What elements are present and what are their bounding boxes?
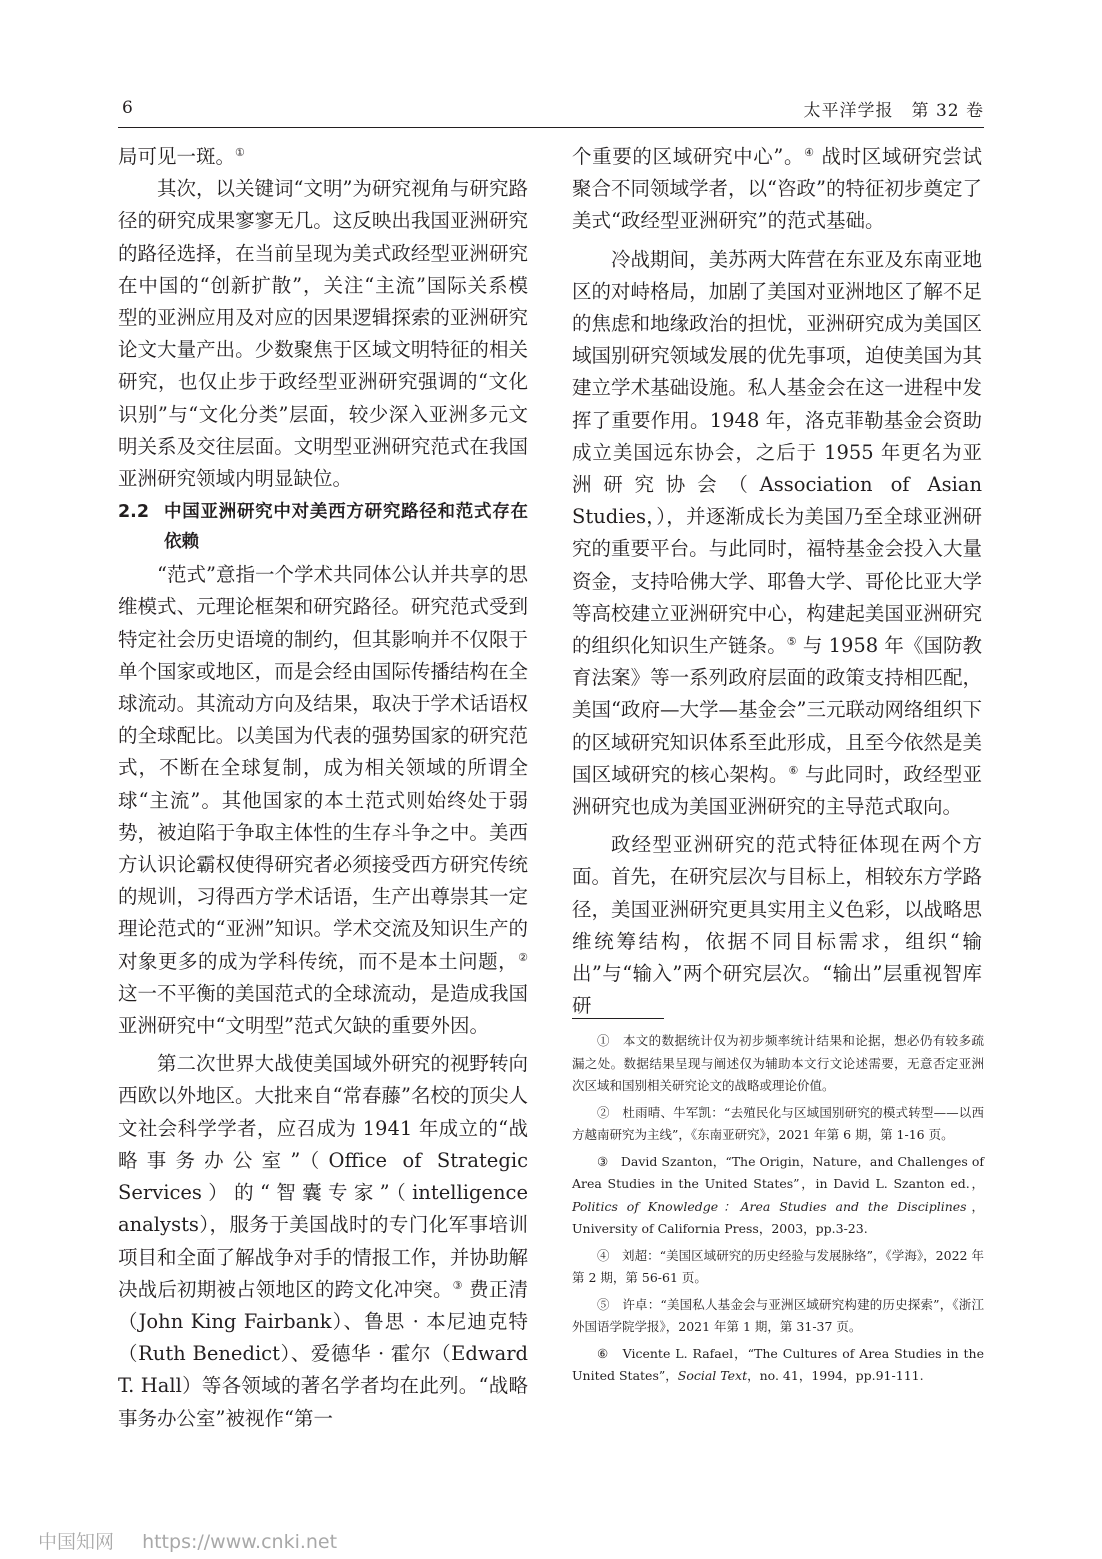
footnotes	[572, 1030, 984, 1392]
section-title: 中国亚洲研究中对美西方研究路径和范式存在依赖	[164, 502, 528, 553]
right-column	[572, 141, 982, 1022]
paragraph: 个重要的区域研究中心”。④ 战时区域研究尝试聚合不同领域学者，以“咨政”的特征初步奠定了美式“政经型亚洲研究”的范式基础。	[572, 145, 982, 233]
paragraph: 冷战期间，美苏两大阵营在东亚及东南亚地区的对峙格局，加剧了美国对亚洲地区了解不足的焦虑和地缘政治的担忧，亚洲研究成为美国区域国别研究领域发展的优先事项，迫使美国为其建立学术基础设施。私人基金会在这一进程中发挥了重要作用。1948 年，洛克菲勒基金会资助成立美国远东协会，之后于 1955 年更名为亚洲研究协会（Association of Asian Studies，），并逐渐成长为美国乃至全球亚洲研究的重要平台。与此同时，福特基金会投入大量资金，支持哈佛大学、耶鲁大学、哥伦比亚大学等高校建立亚洲研究中心，构建起美国亚洲研究的组织化知识生产链条。⑤ 与 1958 年《国防教育法案》等一系列政府层面的政策支持相匹配，美国“政府—大学—基金会”三元联动网络组织下的区域研究知识体系至此形成，且至今依然是美国区域研究的核心架构。⑥ 与此同时，政经型亚洲研究也成为美国亚洲研究的主导范式取向。	[572, 247, 982, 819]
footnote-ref[interactable]: ③	[452, 1278, 463, 1292]
footnote: ① 本文的数据统计仅为初步频率统计结果和论据，想必仍有较多疏漏之处。数据结果呈现与阐述仅为辅助本文行文论述需要，无意否定亚洲次区域和国别相关研究论文的战略或理论价值。	[572, 1033, 984, 1093]
section-heading	[118, 497, 528, 557]
journal-name: 太平洋学报 第 32 卷	[803, 101, 984, 121]
footnote-ref[interactable]: ②	[518, 950, 528, 964]
footnote: ③ David Szanton，“The Origin，Nature，and Challenges of Area Studies in the United States”，in David L. Szanton ed.，Politics of Knowledge：Area Studies and the Disciplines，University of California Press，2003，pp.3-23.	[572, 1153, 984, 1236]
paragraph: 局可见一斑。①	[118, 145, 245, 168]
footnote-ref[interactable]: ⑤	[786, 635, 797, 649]
page-number: 6	[122, 98, 133, 118]
paragraph: 其次，以关键词“文明”为研究视角与研究路径的研究成果寥寥无几。这反映出我国亚洲研究的路径选择，在当前呈现为美式政经型亚洲研究在中国的“创新扩散”，关注“主流”国际关系模型的亚洲应用及对应的因果逻辑探索的亚洲研究论文大量产出。少数聚焦于区域文明特征的相关研究，也仅止步于政经型亚洲研究强调的“文化识别”与“文化分类”层面，较少深入亚洲多元文明关系及交往层面。文明型亚洲研究范式在我国亚洲研究领域内明显缺位。	[118, 177, 528, 491]
footnote: ⑤ 许卓：“美国私人基金会与亚洲区域研究构建的历史探索”，《浙江外国语学院学报》，2021 年第 1 期，第 31-37 页。	[572, 1296, 984, 1334]
footnote-ref[interactable]: ⑥	[788, 763, 799, 777]
watermark-brand: 中国知网	[38, 1531, 115, 1553]
footnote-rule	[572, 1018, 664, 1019]
footnote: ② 杜雨晴、牛军凯：“去殖民化与区域国别研究的模式转型——以西方越南研究为主线”，《东南亚研究》，2021 年第 6 期，第 1-16 页。	[572, 1104, 984, 1142]
footnote: ⑥ Vicente L. Rafael，“The Cultures of Area Studies in the United States”，Social Text，no. 41，1994，pp.91-111.	[572, 1345, 984, 1383]
paragraph: “范式”意指一个学术共同体公认并共享的思维模式、元理论框架和研究路径。研究范式受到特定社会历史语境的制约，但其影响并不仅限于单个国家或地区，而是会经由国际传播结构在全球流动。其流动方向及结果，取决于学术话语权的全球配比。以美国为代表的强势国家的研究范式，不断在全球复制，成为相关领域的所谓全球“主流”。其他国家的本土范式则始终处于弱势，被迫陷于争取主体性的生存斗争之中。美西方认识论霸权使得研究者必须接受西方研究传统的规训，习得西方学术话语，生产出尊崇其一定理论范式的“亚洲”知识。学术交流及知识生产的对象更多的成为学科传统，而不是本土问题，②这一不平衡的美国范式的全球流动，是造成我国亚洲研究中“文明型”范式欠缺的重要外因。	[118, 563, 528, 1038]
header-rule	[118, 127, 984, 128]
footnote: ④ 刘超：“美国区域研究的历史经验与发展脉络”，《学海》，2022 年第 2 期，第 56-61 页。	[572, 1247, 984, 1285]
running-header	[118, 96, 984, 124]
watermark	[38, 1527, 337, 1554]
section-number: 2.2	[118, 502, 150, 523]
left-column	[118, 141, 528, 1435]
footnote-ref[interactable]: ④	[804, 146, 815, 159]
paragraph: 第二次世界大战使美国域外研究的视野转向西欧以外地区。大批来自“常春藤”名校的顶尖人文社会科学学者，应召成为 1941 年成立的“战略事务办公室”（Office of Strategic Services）的“智囊专家”（intelligence analysts），服务于美国战时的专门化军事培训项目和全面了解战争对手的情报工作，并协助解决战后初期被占领地区的跨文化冲突。③ 费正清（John King Fairbank）、鲁思 · 本尼迪克特（Ruth Benedict）、爱德华 · 霍尔（Edward T. Hall）等各领域的著名学者均在此列。“战略事务办公室”被视作“第一	[118, 1052, 528, 1430]
footnote-ref[interactable]: ①	[235, 146, 245, 159]
watermark-url: https://www.cnki.net	[142, 1531, 338, 1553]
paragraph: 政经型亚洲研究的范式特征体现在两个方面。首先，在研究层次与目标上，相较东方学路径，美国亚洲研究更具实用主义色彩，以战略思维统筹结构，依据不同目标需求，组织“输出”与“输入”两个研究层次。“输出”层重视智库研	[572, 833, 982, 1018]
